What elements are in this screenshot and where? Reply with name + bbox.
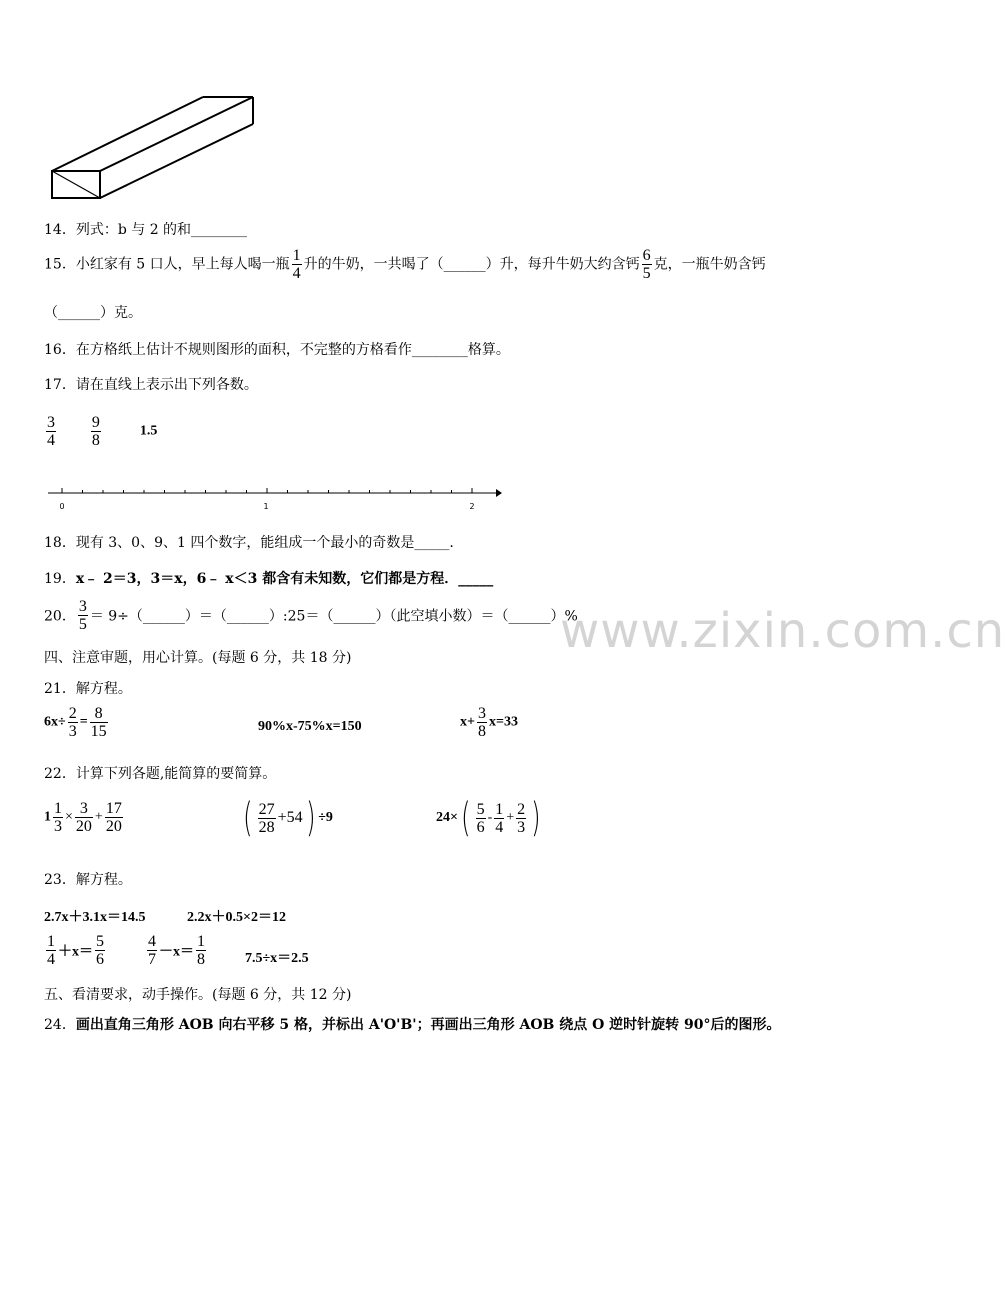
- denominator: 5: [642, 265, 651, 282]
- q23-equation-5: 7.5÷x＝2.5: [245, 951, 309, 966]
- numerator: 1: [292, 247, 301, 264]
- denominator: 20: [105, 818, 122, 835]
- operator: ×: [65, 809, 73, 825]
- question-number: 19．: [44, 571, 76, 587]
- numerator: 27: [258, 800, 275, 818]
- question-text: 请在直线上表示出下列各数。: [75, 377, 258, 393]
- denominator: 3: [54, 818, 62, 835]
- question-15: [44, 247, 766, 282]
- question-text: 小红家有 5 口人，早上每人喝一瓶: [75, 256, 290, 273]
- question-21: [44, 678, 132, 698]
- denominator: 3: [517, 818, 526, 836]
- question-19: [44, 568, 493, 588]
- question-text: 画出直角三角形 AOB 向右平移 5 格，并标出 A'O'B'；再画出三角形 AOB 绕点 O 逆时针旋转 90°后的图形。: [75, 1017, 781, 1033]
- fraction: [258, 801, 276, 836]
- numerator: 1: [47, 933, 55, 950]
- fraction: [494, 801, 504, 836]
- left-paren: (: [461, 795, 471, 841]
- fraction: [642, 247, 652, 282]
- q21-equation-2: 90%x-75%x=150: [258, 719, 362, 734]
- q21-equation-3: [460, 705, 518, 740]
- denominator: 4: [292, 265, 301, 282]
- question-text: 在方格纸上估计不规则图形的面积，不完整的方格看作________格算。: [75, 342, 510, 358]
- denominator: 4: [47, 432, 55, 449]
- question-number: 18．: [44, 535, 76, 551]
- expr: x=33: [488, 714, 518, 730]
- denominator: 8: [477, 723, 486, 740]
- cuboid-figure: [48, 93, 260, 203]
- fraction: [95, 933, 105, 968]
- fraction: [147, 933, 157, 968]
- question-22: [44, 763, 276, 783]
- numerator: 17: [105, 800, 122, 817]
- question-number: 21．: [44, 681, 76, 697]
- decimal-number: 1.5: [139, 423, 158, 439]
- q23-equation-2: 2.2x＋0.5×2＝12: [187, 910, 286, 925]
- question-text: 列式：b 与 2 的和________: [75, 222, 248, 238]
- right-paren: ): [305, 795, 316, 841]
- question-20: [44, 598, 578, 633]
- q22-expression-c: [436, 795, 544, 841]
- expr: x+: [460, 714, 475, 730]
- denominator: 5: [78, 616, 87, 633]
- operator: +: [94, 809, 103, 825]
- numerator: 3: [47, 414, 55, 431]
- denominator: 4: [495, 818, 504, 836]
- numerator: 1: [54, 800, 62, 817]
- section-4-heading: 四、注意审题，用心计算。(每题 6 分，共 18 分): [44, 650, 352, 666]
- expr: 6x÷: [44, 714, 66, 730]
- numerator: 4: [148, 933, 156, 950]
- fraction: [476, 801, 486, 836]
- expr: ＋x＝: [58, 944, 93, 960]
- numerator: 2: [517, 800, 526, 818]
- question-number: 23．: [44, 872, 76, 888]
- expr: =: [79, 714, 88, 730]
- question-15-line2: （______）克。: [44, 305, 142, 321]
- numerator: 5: [476, 800, 485, 818]
- number-line: [44, 484, 504, 514]
- question-number: 17．: [44, 377, 76, 393]
- fraction: [68, 705, 78, 740]
- question-18: [44, 532, 454, 552]
- numerator: 3: [75, 800, 93, 818]
- question-number: 14．: [44, 222, 76, 238]
- numerator: 9: [91, 414, 100, 431]
- fraction: [477, 705, 487, 740]
- question-23: [44, 869, 132, 889]
- question-text: 计算下列各题,能简算的要简算。: [75, 766, 277, 782]
- question-text: 现有 3、0、9、1 四个数字，能组成一个最小的奇数是_____.: [75, 535, 454, 551]
- fraction: [46, 933, 56, 968]
- question-text: 克，一瓶牛奶含钙: [653, 256, 766, 273]
- fraction: [516, 801, 526, 836]
- q22-expression-b: [240, 795, 333, 841]
- numerator: 3: [477, 705, 486, 722]
- denominator: 28: [258, 818, 275, 836]
- denominator: 7: [148, 951, 156, 968]
- question-number: 16．: [44, 342, 76, 358]
- numerator: 6: [642, 247, 651, 264]
- operator: +54: [277, 809, 303, 826]
- section-5-heading: 五、看清要求，动手操作。(每题 6 分，共 12 分): [44, 987, 352, 1003]
- question-16: [44, 339, 510, 359]
- fraction: [196, 933, 206, 968]
- numerator: 3: [78, 598, 87, 615]
- q22-expression-a: [44, 800, 125, 835]
- q23-equation-1: 2.7x＋3.1x＝14.5: [44, 910, 146, 925]
- tick-label-0: 0: [59, 502, 65, 511]
- denominator: 15: [90, 723, 107, 740]
- operator: ÷9: [318, 810, 333, 825]
- denominator: 6: [476, 818, 485, 836]
- fraction: [292, 247, 302, 282]
- watermark: www.zixin.com.cn: [560, 603, 1005, 659]
- numerator: 5: [96, 933, 104, 950]
- tick-label-2: 2: [469, 502, 475, 511]
- denominator: 3: [68, 723, 77, 740]
- operator: -: [487, 810, 493, 825]
- fraction-3-4: [46, 414, 56, 449]
- expr: 24×: [436, 810, 458, 825]
- q21-equation-1: [44, 705, 110, 740]
- fraction: [90, 705, 108, 740]
- denominator: 20: [75, 818, 92, 835]
- numerator: 1: [197, 933, 205, 950]
- numerator: 8: [90, 705, 108, 723]
- question-text: 解方程。: [75, 872, 132, 888]
- fraction: [53, 800, 63, 835]
- denominator: 8: [91, 432, 100, 449]
- denominator: 4: [47, 951, 55, 968]
- question-text: 升的牛奶，一共喝了（______）升，每升牛奶大约含钙: [303, 256, 640, 273]
- fraction: [75, 800, 93, 835]
- whole-number: 1: [44, 809, 51, 825]
- tick-label-1: 1: [263, 502, 269, 511]
- fraction: [105, 800, 123, 835]
- question-24: [44, 1014, 781, 1034]
- fraction: [78, 598, 88, 633]
- expr: －x＝: [159, 944, 194, 960]
- question-17: [44, 374, 258, 394]
- question-number: 20．: [44, 608, 76, 625]
- q17-numbers: [44, 414, 157, 449]
- question-number: 24．: [44, 1017, 76, 1033]
- q23-equation-4: [145, 933, 208, 968]
- question-14: [44, 219, 247, 239]
- left-paren: (: [243, 795, 253, 841]
- numerator: 2: [68, 705, 77, 722]
- q23-equation-3: [44, 933, 107, 968]
- fraction-9-8: [91, 414, 101, 449]
- numerator: 1: [495, 800, 504, 818]
- right-paren: ): [531, 795, 541, 841]
- question-number: 22．: [44, 766, 76, 782]
- question-text: 解方程。: [75, 681, 132, 697]
- question-text: x﹣ 2＝3，3＝x，6﹣ x＜3 都含有未知数，它们都是方程．_____: [75, 571, 494, 587]
- question-text: ＝ 9÷（______）＝（______）:25＝（______）（此空填小数）＝（______）%: [89, 608, 578, 625]
- question-number: 15．: [44, 256, 76, 273]
- denominator: 8: [197, 951, 205, 968]
- denominator: 6: [96, 951, 104, 968]
- operator: +: [506, 810, 515, 825]
